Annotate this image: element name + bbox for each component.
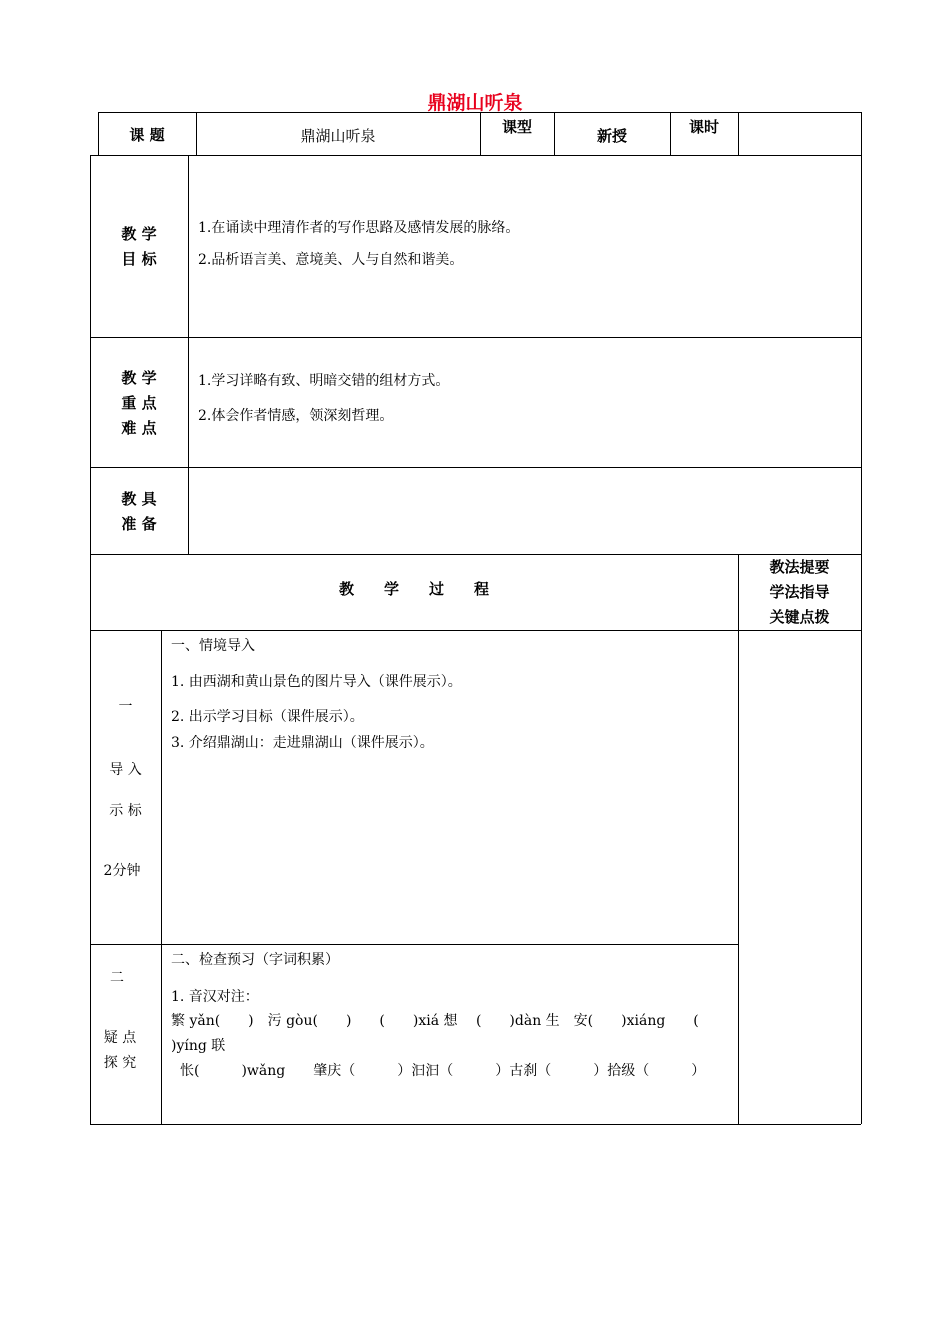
type-label: 课型 [501,118,532,136]
process-heading: 教 学 过 程 [338,580,489,598]
tools-label: 教 具 准 备 [121,490,157,533]
section2-heading: 二、检查预习（字词积累） [171,952,339,968]
topic-label: 课 题 [129,126,165,144]
section2-line-3: 怅( )wǎng 肇庆（ ）汩汩（ ）古刹（ ）拾级（ ） [180,1063,706,1079]
objective-item-2: 2.品析语言美、意境美、人与自然和谐美。 [198,252,464,268]
section2-line-2: )yíng 联 [171,1038,226,1054]
process-side-label: 教法提要 学法指导 关键点拨 [769,558,830,626]
section2-number: 二 [110,970,124,986]
page-title: 鼎湖山听泉 [427,92,523,114]
main-right-border [861,155,862,1124]
key-points-label: 教 学 重 点 难 点 [121,369,157,437]
main-bottom-border [90,1124,861,1125]
section2-name-line1: 疑 点 [103,1030,137,1046]
objective-item-1: 1.在诵读中理清作者的写作思路及感情发展的脉络。 [198,220,520,236]
header-bottom-border [90,155,861,156]
section1-time: 2分钟 [103,863,141,879]
section2-sub: 1. 音汉对注： [171,989,259,1005]
section1-name-line2: 示 标 [109,803,142,819]
section1-item-3: 3. 介绍鼎湖山：走进鼎湖山（课件展示）。 [171,735,434,751]
section1-item-2: 2. 出示学习目标（课件展示）。 [171,709,364,725]
section1-heading: 一、情境导入 [171,638,255,654]
topic-value: 鼎湖山听泉 [300,127,376,145]
section1-item-1: 1. 由西湖和黄山景色的图片导入（课件展示）。 [171,674,462,690]
section1-number: 一 [118,699,133,715]
key-point-item-1: 1.学习详略有致、明暗交错的组材方式。 [198,373,450,389]
section2-line-1: 繁 yǎn( ) 污 gòu( ) ( )xiá 想 ( )dàn 生 安( )xiáng ( [171,1013,699,1029]
hours-label: 课时 [688,118,719,136]
objectives-label: 教 学 目 标 [121,225,157,268]
section1-name-line1: 导 入 [109,762,142,778]
type-value: 新授 [596,127,627,145]
key-point-item-2: 2.体会作者情感，领深刻哲理。 [198,408,394,424]
section2-name-line2: 探 究 [103,1055,137,1071]
header-right-border [861,112,862,155]
